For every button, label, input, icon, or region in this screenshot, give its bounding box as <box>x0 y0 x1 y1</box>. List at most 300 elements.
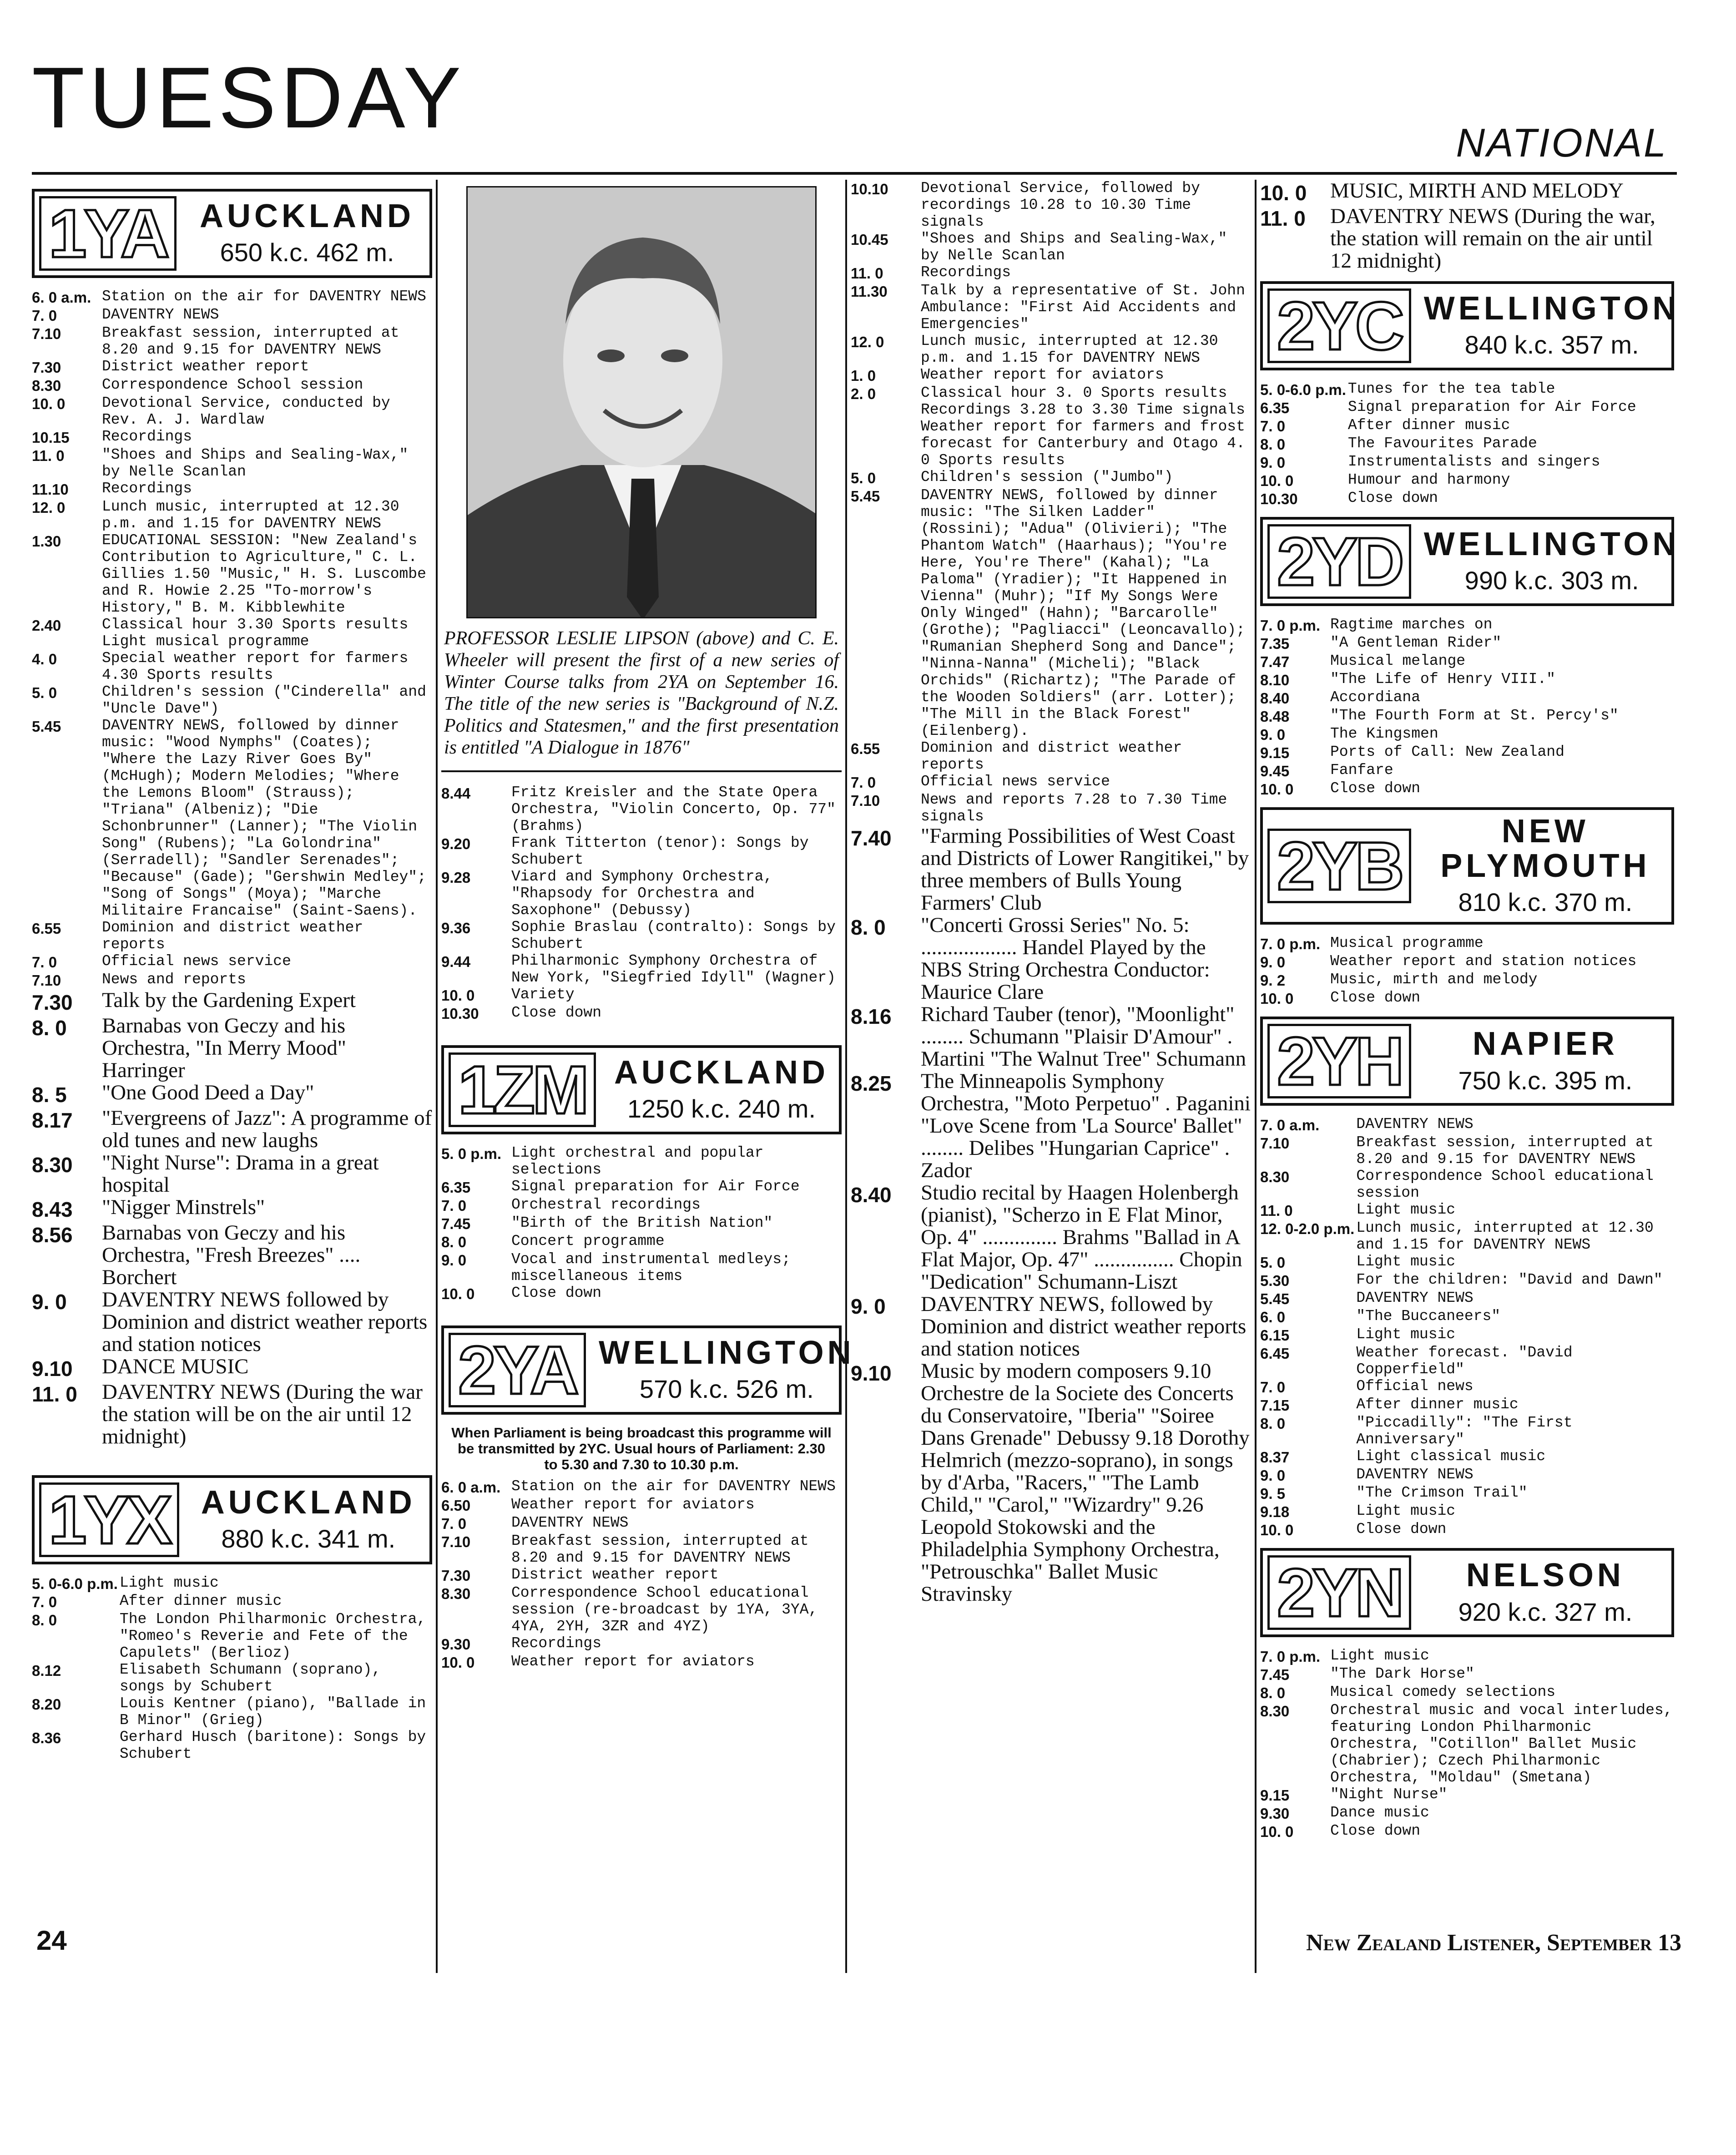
entry-description: Accordiana <box>1330 689 1421 706</box>
programme-entry <box>32 1729 432 1762</box>
station-box-2yb <box>1260 807 1674 925</box>
programme-entry <box>851 469 1251 487</box>
entry-time: 9. 5 <box>1260 1485 1286 1502</box>
programme-entry <box>1260 1786 1674 1804</box>
programme-entry <box>1260 725 1674 744</box>
programme-entry <box>1260 1484 1674 1502</box>
programme-entry <box>851 1070 1251 1182</box>
entry-description: Classical hour 3. 0 Sports results Recordings 3.28 to 3.30 Time signals Weather report for farmers and frost forecast for Canterbury and Otago 4. 0 Sports results <box>921 384 1245 469</box>
entry-time: 12. 0 <box>851 334 884 350</box>
entry-description: MUSIC, MIRTH AND MELODY <box>1330 179 1624 202</box>
entry-description: DAVENTRY NEWS (During the war, the station will remain on the air until 12 midnight) <box>1330 204 1655 273</box>
programme-entry <box>441 784 842 835</box>
entry-description: Recordings <box>102 480 192 497</box>
programme-entry <box>32 324 432 358</box>
entry-description: Frank Titterton (tenor): Songs by Schubert <box>511 835 809 868</box>
station-city: NELSON <box>1466 1557 1625 1593</box>
station-city: AUCKLAND <box>200 197 414 234</box>
entry-time: 10. 0 <box>1260 990 1294 1007</box>
programme-entry <box>32 480 432 498</box>
entry-time: 8. 0 <box>32 1016 67 1040</box>
programme-entry <box>1260 1502 1674 1521</box>
programme-entry <box>32 358 432 376</box>
entry-time: 7.45 <box>1260 1666 1290 1684</box>
station-city: WELLINGTON <box>599 1334 855 1371</box>
divider <box>441 770 842 772</box>
entry-description: News and reports <box>102 971 246 988</box>
entry-time: 8.40 <box>1260 690 1290 707</box>
entry-time: 8.30 <box>1260 1703 1290 1720</box>
programme-entry <box>851 791 1251 825</box>
entry-time: 7. 0 a.m. <box>1260 1117 1320 1134</box>
entry-time: 7. 0 <box>1260 1379 1286 1396</box>
entry-time: 10.45 <box>851 231 888 248</box>
entry-description: "Farming Possibilities of West Coast and Districts of Lower Rangitikei," by three members of Bulls Young Farmers' Club <box>921 824 1249 915</box>
programme-entry <box>32 717 432 919</box>
station-box-2yn <box>1260 1548 1674 1637</box>
programme-entry <box>1260 1134 1674 1168</box>
programme-entry <box>32 446 432 480</box>
entry-description: Light classical music <box>1356 1448 1546 1465</box>
entry-description: "The Dark Horse" <box>1330 1665 1474 1683</box>
programme-entry <box>32 971 432 989</box>
entry-description: "One Good Deed a Day" <box>102 1081 314 1104</box>
programme-entry <box>441 1196 842 1214</box>
entry-description: Lunch music, interrupted at 12.30 p.m. and 1.15 for DAVENTRY NEWS <box>102 498 399 532</box>
entry-time: 10. 0 <box>32 395 66 412</box>
entry-time: 10.30 <box>441 1005 479 1022</box>
programme-entry <box>32 1356 432 1381</box>
programme-entry <box>1260 689 1674 707</box>
entry-description: After dinner music <box>1356 1396 1519 1413</box>
programme-entry <box>441 1214 842 1233</box>
programme-entry <box>32 989 432 1015</box>
entry-time: 7. 0 p.m. <box>1260 1648 1321 1665</box>
entry-time: 9.45 <box>1260 763 1290 779</box>
programme-entry <box>32 1574 432 1593</box>
entry-time: 9.36 <box>441 920 471 936</box>
entry-time: 9.44 <box>441 953 471 970</box>
call-sign: 2YN <box>1267 1555 1411 1630</box>
programme-entry <box>1260 435 1674 453</box>
programme-entry <box>1260 1647 1674 1665</box>
column-4 <box>1260 179 1680 1964</box>
entry-description: "Concerti Grossi Series" No. 5: .................. Handel Played by the NBS String Orchestra Conductor: Maurice Clare <box>921 913 1210 1004</box>
entry-time: 5. 0 <box>1260 1254 1286 1271</box>
entry-time: 8.12 <box>32 1662 61 1679</box>
entry-time: 6. 0 <box>1260 1309 1286 1326</box>
entry-description: Louis Kentner (piano), "Ballade in B Minor" (Grieg) <box>119 1695 426 1729</box>
entry-description: "The Life of Henry VIII." <box>1330 671 1556 688</box>
station-freq: 880 k.c. 341 m. <box>221 1524 396 1553</box>
programme-entry <box>1260 762 1674 780</box>
entry-time: 10. 0 <box>441 1285 475 1302</box>
entry-time: 12. 0-2.0 p.m. <box>1260 1220 1355 1238</box>
entry-time: 7.40 <box>851 826 892 850</box>
entry-description: Concert programme <box>511 1233 665 1249</box>
entry-time: 9. 0 <box>1260 1467 1286 1484</box>
programme-entry <box>1260 1201 1674 1219</box>
entry-description: Barnabas von Geczy and his Orchestra, "Fresh Breezes" .... Borchert <box>102 1221 361 1289</box>
entry-description: Studio recital by Haagen Holenbergh (pianist), "Scherzo in E Flat Minor, Op. 4" .............. Brahms "Ballad in A Flat Major, Op. 47" ............... Chopin "Dedication" Schumann-Liszt <box>921 1181 1242 1294</box>
entry-description: "Evergreens of Jazz": A programme of old tunes and new laughs <box>102 1106 432 1152</box>
programme-entry <box>32 1082 432 1107</box>
entry-time: 7. 0 <box>441 1197 467 1214</box>
entry-description: Signal preparation for Air Force <box>511 1178 800 1195</box>
programme-entry <box>441 1584 842 1635</box>
entry-description: "The Fourth Form at St. Percy's" <box>1330 707 1619 724</box>
entry-time: 8.30 <box>32 377 61 394</box>
programme-entry <box>32 1695 432 1729</box>
entry-time: 8.30 <box>441 1585 471 1602</box>
programme-entry <box>441 1653 842 1671</box>
entry-time: 8.30 <box>1260 1169 1290 1186</box>
call-sign: 2YH <box>1267 1024 1411 1098</box>
entry-description: Children's session ("Cinderella" and "Uncle Dave") <box>102 683 426 717</box>
entry-description: Humour and harmony <box>1347 471 1510 488</box>
station-box-1yx <box>32 1475 432 1564</box>
programme-entry <box>1260 634 1674 653</box>
call-sign: 2YA <box>449 1333 586 1407</box>
programme-entry <box>1260 1290 1674 1308</box>
entry-time: 7.45 <box>441 1215 471 1232</box>
entry-description: Variety <box>511 986 575 1003</box>
station-box-1ya <box>32 189 432 278</box>
station-freq: 810 k.c. 370 m. <box>1458 888 1633 917</box>
entry-description: The Kingsmen <box>1330 725 1438 742</box>
entry-time: 7.47 <box>1260 653 1290 670</box>
entry-description: Ragtime marches on <box>1330 616 1493 633</box>
programme-entry <box>851 773 1251 791</box>
entry-description: Light music <box>119 1574 219 1591</box>
programme-entry <box>1260 780 1674 798</box>
entry-description: Tunes for the tea table <box>1347 380 1555 397</box>
station-city: WELLINGTON <box>1423 290 1680 327</box>
entry-description: News and reports 7.28 to 7.30 Time signals <box>921 791 1227 825</box>
column-divider <box>436 180 438 1973</box>
programme-entry <box>1260 653 1674 671</box>
region-title: NATIONAL <box>1456 120 1668 165</box>
station-city: NAPIER <box>1472 1025 1618 1062</box>
entry-description: Light music <box>1356 1253 1456 1270</box>
programme-entry <box>1260 180 1674 205</box>
station-freq: 750 k.c. 395 m. <box>1458 1066 1633 1095</box>
entry-description: Light music <box>1356 1201 1456 1219</box>
entry-time: 7. 0 <box>32 954 57 971</box>
column-3 <box>851 180 1251 1964</box>
entry-description: "Shoes and Ships and Sealing-Wax," by Nelle Scanlan <box>102 446 409 480</box>
programme-entry <box>1260 1116 1674 1134</box>
entry-description: Philharmonic Symphony Orchestra of New York, "Siegfried Idyll" (Wagner) <box>511 952 836 986</box>
parliament-note: When Parliament is being broadcast this programme will be transmitted by 2YC. Usual hours of Parliament: 2.30 to 5.30 and 7.30 to 10.30 p.m. <box>451 1425 832 1472</box>
entry-description: Official news <box>1356 1378 1474 1395</box>
entry-description: Close down <box>1330 1822 1421 1840</box>
day-title: TUESDAY <box>32 50 466 146</box>
station-box-2yd <box>1260 517 1680 606</box>
entry-time: 8.30 <box>32 1153 73 1177</box>
entry-time: 9. 0 <box>1260 454 1286 471</box>
portrait-image <box>468 187 817 618</box>
column-divider <box>845 180 847 1973</box>
entry-description: DAVENTRY NEWS, followed by dinner music: "The Silken Ladder" (Rossini); "Adua" (Olivieri); "The Phantom Watch" (Haarhaus); "You're Here, You're There" (Kahal); "La Paloma" (Yradier); "It Happened in Vienna" (Muhr); "If My Songs Were Only Winged" (Hahn); "Barcarolle" (Grothe); "Pagliacci" (Leoncavallo); "Rumanian Shepherd Song and Dance"; "Ninna-Nanna" (Micheli); "Black Orchids" (Richartz); "The Parade of the Wooden Soldiers" (arr. Lotter); "The Mill in the Black Forest" (Eilenberg). <box>921 487 1245 739</box>
programme-entry <box>32 376 432 395</box>
programme-entry <box>851 739 1251 773</box>
photo-caption: PROFESSOR LESLIE LIPSON (above) and C. E. Wheeler will present the first of a new series of Winter Course talks from 2YA on September 16. The title of the new series is "Background of N.Z. Politics and Statesmen," and the first presentation is entitled "A Dialogue in 1876" <box>444 628 839 758</box>
programme-entry <box>32 1196 432 1222</box>
programme-entry <box>851 384 1251 469</box>
entry-description: For the children: "David and Dawn" <box>1356 1271 1663 1289</box>
station-box-2yh <box>1260 1017 1674 1106</box>
entry-description: Close down <box>1330 780 1421 797</box>
entry-description: Dance music <box>1330 1804 1429 1821</box>
entry-description: Lunch music, interrupted at 12.30 and 1.15 for DAVENTRY NEWS <box>1356 1219 1654 1254</box>
entry-description: DANCE MUSIC <box>102 1355 249 1378</box>
entry-time: 7. 0 <box>32 307 57 324</box>
entry-description: Fritz Kreisler and the State Opera Orchestra, "Violin Concerto, Op. 77" (Brahms) <box>511 784 836 835</box>
entry-time: 8. 0 <box>1260 1685 1286 1702</box>
entry-time: 9.18 <box>1260 1503 1290 1521</box>
entry-description: District weather report <box>102 358 309 375</box>
entry-description: Devotional Service, followed by recordings 10.28 to 10.30 Time signals <box>921 180 1200 230</box>
entry-time: 11. 0 <box>1260 1202 1293 1219</box>
schedule-2ya-late <box>1260 180 1674 272</box>
entry-description: "Nigger Minstrels" <box>102 1195 265 1219</box>
entry-description: Correspondence School educational session <box>1356 1168 1654 1202</box>
entry-time: 7.10 <box>1260 1135 1290 1152</box>
station-box-2yc <box>1260 281 1680 370</box>
entry-description: Close down <box>511 1285 602 1301</box>
entry-time: 7. 0 <box>851 774 876 791</box>
entry-description: Music by modern composers 9.10 Orchestre de la Societe des Concerts du Conservatoire, "Iberia" "Soiree Dans Grenade" Debussy 9.18 Dorothy Helmrich (mezzo-soprano), in songs by d'Arba, "Racers," "The Lamb Child," "Carol," "Wizardry" 9.26 Leopold Stokowski and the Philadelphia Symphony Orchestra, "Petrouschka" Ballet Music Stravinsky <box>921 1359 1250 1606</box>
call-sign: 2YB <box>1267 829 1411 903</box>
entry-description: Official news service <box>102 953 291 970</box>
entry-time: 7.35 <box>1260 635 1290 652</box>
programme-entry <box>851 366 1251 384</box>
programme-entry <box>32 498 432 532</box>
programme-entry <box>851 825 1251 914</box>
entry-time: 6.35 <box>1260 400 1290 416</box>
programme-entry <box>1260 471 1674 490</box>
programme-entry <box>1260 1665 1674 1684</box>
entry-time: 10. 0 <box>441 987 475 1004</box>
programme-entry <box>32 919 432 953</box>
programme-entry <box>32 395 432 428</box>
programme-entry <box>851 487 1251 739</box>
schedule-1ya <box>32 288 432 989</box>
entry-time: 9. 0 <box>32 1290 67 1314</box>
entry-description: Light music <box>1330 1647 1429 1664</box>
entry-time: 8.25 <box>851 1072 892 1095</box>
entry-description: EDUCATIONAL SESSION: "New Zealand's Contribution to Agriculture," C. L. Gillies 1.50 "Music," H. S. Luscombe and R. Howie 2.25 "To-morrow's History," B. M. Kibblewhite <box>102 532 426 616</box>
entry-description: Correspondence School educational session (re-broadcast by 1YA, 3YA, 4YA, 2YH, 3ZR and 4YZ) <box>511 1584 818 1635</box>
programme-entry <box>32 306 432 324</box>
programme-entry <box>851 914 1251 1003</box>
programme-entry <box>441 1233 842 1251</box>
call-sign: 1ZM <box>449 1052 596 1127</box>
station-box-2ya <box>441 1325 855 1415</box>
entry-description: DAVENTRY NEWS <box>1356 1466 1474 1483</box>
entry-time: 11. 0 <box>32 1382 77 1406</box>
entry-description: DAVENTRY NEWS <box>1356 1116 1474 1133</box>
entry-time: 7. 0 p.m. <box>1260 617 1321 634</box>
programme-entry <box>1260 399 1674 417</box>
entry-description: Recordings <box>921 264 1011 281</box>
entry-description: Musical comedy selections <box>1330 1684 1556 1701</box>
entry-time: 9. 0 <box>441 1252 467 1269</box>
entry-description: DAVENTRY NEWS, followed by Dominion and district weather reports and station notices <box>921 1292 1246 1361</box>
station-freq: 990 k.c. 303 m. <box>1464 566 1639 595</box>
programme-entry <box>441 1566 842 1584</box>
entry-time: 7.30 <box>32 359 61 376</box>
entry-time: 10. 0 <box>1260 1823 1294 1841</box>
entry-time: 10.30 <box>1260 491 1298 507</box>
programme-entry <box>32 650 432 683</box>
entry-time: 7.10 <box>851 792 880 809</box>
programme-entry <box>441 1514 842 1533</box>
programme-entry <box>441 1144 842 1178</box>
entry-time: 4. 0 <box>32 651 57 668</box>
entry-time: 7.10 <box>32 972 61 989</box>
entry-time: 8. 5 <box>32 1083 67 1107</box>
station-city: AUCKLAND <box>614 1054 829 1091</box>
entry-time: 7.30 <box>441 1567 471 1584</box>
entry-time: 6.55 <box>32 920 61 937</box>
programme-entry <box>1260 1448 1674 1466</box>
entry-description: Lunch music, interrupted at 12.30 p.m. and 1.15 for DAVENTRY NEWS <box>921 333 1218 366</box>
entry-time: 7.10 <box>32 325 61 342</box>
entry-time: 7. 0 <box>1260 418 1286 435</box>
programme-entry <box>32 1381 432 1448</box>
programme-entry <box>1260 1396 1674 1414</box>
entry-time: 6.50 <box>441 1497 471 1514</box>
entry-description: Dominion and district weather reports <box>921 739 1182 773</box>
entry-time: 1.30 <box>32 533 61 550</box>
programme-entry <box>1260 490 1674 508</box>
entry-description: Richard Tauber (tenor), "Moonlight" ........ Schumann "Plaisir D'Amour" . Martini "The Walnut Tree" Schumann <box>921 1002 1246 1071</box>
entry-description: Children's session ("Jumbo") <box>921 469 1173 486</box>
programme-entry <box>441 1004 842 1022</box>
entry-time: 8. 0 <box>1260 1415 1286 1432</box>
programme-entry <box>32 1611 432 1661</box>
entry-description: Signal preparation for Air Force <box>1347 399 1636 415</box>
entry-description: Close down <box>1356 1521 1447 1538</box>
entry-time: 6.55 <box>851 740 880 757</box>
page-header <box>32 50 466 146</box>
entry-description: Weather forecast. "David Copperfield" <box>1356 1344 1573 1378</box>
entry-description: Instrumentalists and singers <box>1347 453 1600 470</box>
programme-entry <box>1260 1702 1674 1786</box>
programme-entry <box>441 1478 842 1496</box>
entry-description: The Minneapolis Symphony Orchestra, "Moto Perpetuo" . Paganini "Love Scene from 'La Source' Ballet" ........ Delibes "Hungarian Caprice" . Zador <box>921 1069 1251 1182</box>
entry-description: Musical programme <box>1330 935 1484 952</box>
entry-time: 8.20 <box>32 1696 61 1713</box>
programme-entry <box>1260 935 1674 953</box>
entry-description: "Birth of the British Nation" <box>511 1214 773 1231</box>
entry-description: Dominion and district weather reports <box>102 919 363 953</box>
entry-description: "Shoes and Ships and Sealing-Wax," by Nelle Scanlan <box>921 230 1227 264</box>
entry-time: 5.45 <box>1260 1290 1290 1308</box>
call-sign: 1YX <box>39 1482 179 1557</box>
entry-time: 8.56 <box>32 1223 73 1247</box>
entry-time: 7. 0 <box>441 1515 467 1532</box>
programme-entry <box>851 1003 1251 1070</box>
station-freq: 840 k.c. 357 m. <box>1464 330 1639 359</box>
programme-entry <box>1260 989 1674 1007</box>
publication-credit: New Zealand Listener, September 13 <box>1306 1930 1681 1956</box>
entry-time: 5. 0-6.0 p.m. <box>1260 381 1346 398</box>
column-divider <box>1255 180 1257 1973</box>
programme-entry <box>441 835 842 868</box>
programme-entry <box>1260 971 1674 989</box>
programme-entry <box>1260 744 1674 762</box>
station-freq: 920 k.c. 327 m. <box>1458 1597 1633 1626</box>
entry-description: Orchestral music and vocal interludes, featuring London Philharmonic Orchestra, "Cotillon" Ballet Music (Chabrier); Czech Philharmonic Orchestra, "Moldau" (Smetana) <box>1330 1702 1673 1786</box>
entry-description: After dinner music <box>119 1593 282 1609</box>
programme-entry <box>1260 380 1674 399</box>
entry-description: District weather report <box>511 1566 719 1583</box>
entry-time: 6.15 <box>1260 1327 1290 1344</box>
programme-entry <box>1260 1168 1674 1201</box>
entry-description: Light orchestral and popular selections <box>511 1144 764 1178</box>
programme-entry <box>1260 1684 1674 1702</box>
entry-time: 10.10 <box>851 181 888 197</box>
entry-time: 5. 0-6.0 p.m. <box>32 1575 118 1592</box>
entry-description: Sophie Braslau (contralto): Songs by Schubert <box>511 919 836 952</box>
entry-description: Close down <box>1347 490 1438 506</box>
station-city: WELLINGTON <box>1423 526 1680 562</box>
programme-entry <box>1260 671 1674 689</box>
programme-entry <box>1260 1378 1674 1396</box>
column-1 <box>32 180 432 1964</box>
entry-description: Light music <box>1356 1326 1456 1343</box>
entry-description: "A Gentleman Rider" <box>1330 634 1502 651</box>
entry-time: 8.48 <box>1260 708 1290 725</box>
entry-description: Correspondence School session <box>102 376 363 393</box>
column-2 <box>441 180 855 1964</box>
entry-time: 9. 2 <box>1260 972 1286 989</box>
entry-description: DAVENTRY NEWS <box>511 1514 629 1531</box>
header-rule <box>32 172 1677 175</box>
entry-description: Talk by a representative of St. John Ambulance: "First Aid Accidents and Emergencies" <box>921 282 1245 333</box>
entry-description: Recordings <box>511 1635 602 1652</box>
entry-description: "Piccadilly": "The First Anniversary" <box>1356 1414 1573 1448</box>
entry-time: 8.37 <box>1260 1449 1290 1466</box>
schedule-1ya-continued <box>441 784 842 1022</box>
entry-time: 6. 0 a.m. <box>441 1479 501 1496</box>
entry-description: Special weather report for farmers 4.30 Sports results <box>102 650 409 683</box>
schedule-2yd <box>1260 616 1674 798</box>
entry-time: 11.30 <box>851 283 888 300</box>
programme-entry <box>851 1182 1251 1293</box>
schedule-2yn <box>1260 1647 1674 1841</box>
programme-entry <box>1260 707 1674 725</box>
schedule-2yb <box>1260 935 1674 1007</box>
programme-entry <box>32 1152 432 1196</box>
entry-time: 8.16 <box>851 1005 892 1028</box>
programme-entry <box>1260 616 1674 634</box>
programme-entry <box>851 282 1251 333</box>
entry-description: Weather report for aviators <box>511 1653 755 1670</box>
programme-entry <box>32 288 432 306</box>
entry-time: 10.15 <box>32 429 70 446</box>
entry-time: 7.15 <box>1260 1397 1290 1414</box>
entry-time: 8.40 <box>851 1183 892 1207</box>
programme-entry <box>32 683 432 717</box>
entry-description: Musical melange <box>1330 653 1466 669</box>
entry-time: 8.17 <box>32 1108 73 1132</box>
entry-description: Weather report and station notices <box>1330 953 1637 970</box>
programme-entry <box>441 952 842 986</box>
